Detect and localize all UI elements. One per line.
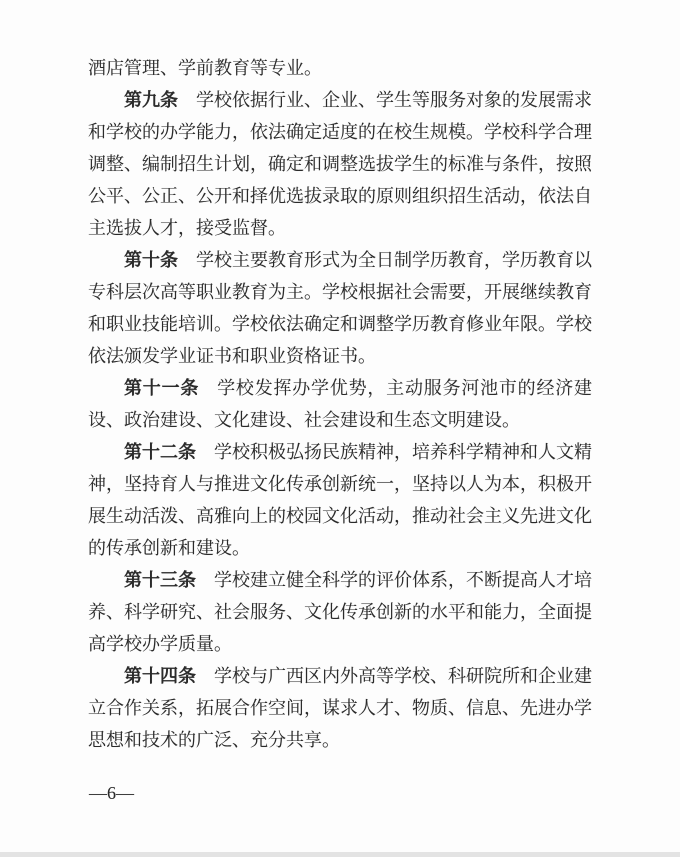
continuation-paragraph xyxy=(88,52,592,84)
article-number-heading: 第十四条 xyxy=(124,666,196,686)
document-text-block xyxy=(88,52,592,756)
article-body-text: 学校发挥办学优势，主动服务河池市的经济建设、政治建设、文化建设、社会建设和生态文明建设。 xyxy=(88,378,593,430)
article-paragraph xyxy=(88,84,592,244)
article-body-text: 学校主要教育形式为全日制学历教育，学历教育以专科层次高等职业教育为主。学校根据社会需要，开展继续教育和职业技能培训。学校依法确定和调整学历教育修业年限。学校依法颁发学业证书和职业资格证书。 xyxy=(88,250,592,366)
article-number-heading: 第十条 xyxy=(124,250,178,270)
article-paragraph xyxy=(88,372,592,436)
article-body-text: 酒店管理、学前教育等专业。 xyxy=(88,58,322,78)
scan-edge-band xyxy=(0,852,680,857)
article-paragraph xyxy=(88,436,592,564)
article-paragraph xyxy=(88,660,592,756)
article-paragraph xyxy=(88,244,592,372)
article-number-heading: 第九条 xyxy=(124,90,178,110)
article-paragraph xyxy=(88,564,592,660)
article-body-text: 学校建立健全科学的评价体系，不断提高人才培养、科学研究、社会服务、文化传承创新的水平和能力，全面提高学校办学质量。 xyxy=(88,570,592,654)
article-number-heading: 第十二条 xyxy=(124,442,196,462)
article-number-heading: 第十一条 xyxy=(124,378,200,398)
page-number: —6— xyxy=(89,783,134,803)
article-body-text: 学校与广西区内外高等学校、科研院所和企业建立合作关系，拓展合作空间，谋求人才、物质、信息、先进办学思想和技术的广泛、充分共享。 xyxy=(88,666,592,750)
article-number-heading: 第十三条 xyxy=(124,570,196,590)
article-body-text: 学校依据行业、企业、学生等服务对象的发展需求和学校的办学能力，依法确定适度的在校生规模。学校科学合理调整、编制招生计划，确定和调整选拔学生的标准与条件，按照公平、公正、公开和择优选拔录取的原则组织招生活动，依法自主选拔人才，接受监督。 xyxy=(88,90,592,238)
article-body-text: 学校积极弘扬民族精神，培养科学精神和人文精神，坚持育人与推进文化传承创新统一，坚持以人为本，积极开展生动活泼、高雅向上的校园文化活动，推动社会主义先进文化的传承创新和建设。 xyxy=(88,442,592,558)
